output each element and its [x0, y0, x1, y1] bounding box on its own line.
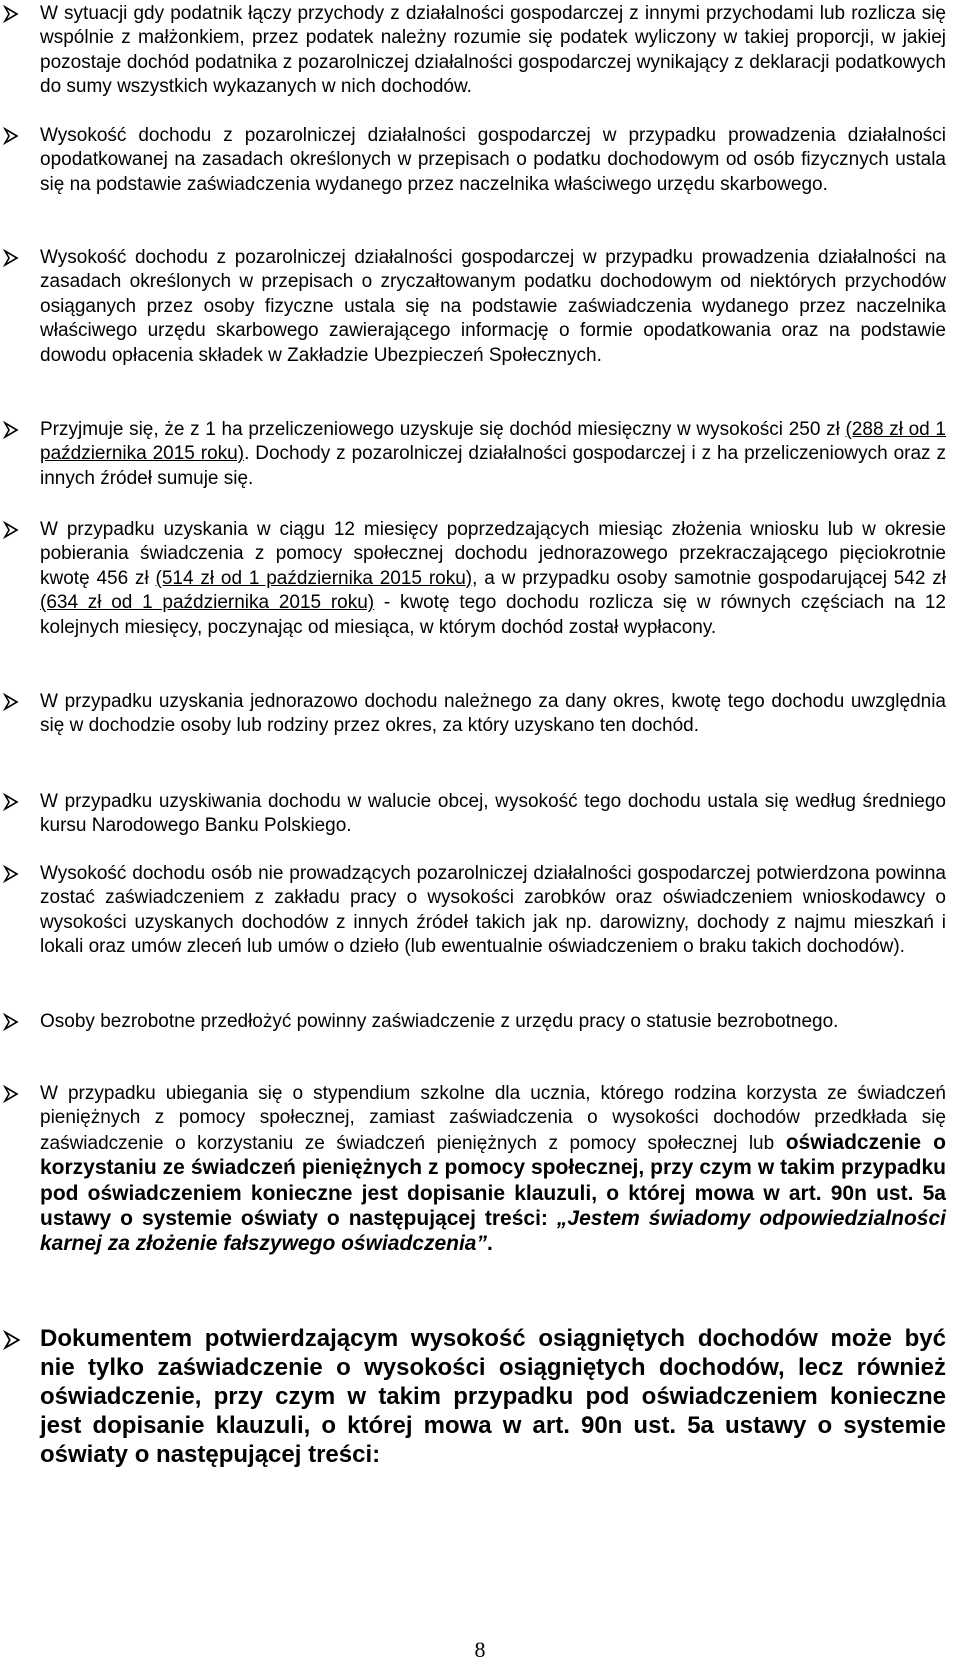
paragraph-business-income: Wysokość dochodu z pozarolniczej działalności gospodarczej w przypadku prowadzenia działalności opodatkowanej na zasadach określonych w przepisach o podatku dochodowym od osób fizycznych ustala się na podstawie zaświadczenia wydanego przez naczelnika właściwego urzędu skarbowego. — [40, 125, 946, 195]
paragraph-employee-income: Wysokość dochodu osób nie prowadzących pozarolniczej działalności gospodarczej potwierdzona powinna zostać zaświadczeniem z zakładu pracy o wysokości zarobków oraz oświadczeniem wnioskodawcy o wysokości uzyskanych dochodów z innych źródeł takich jak np. darowizny, dochody z najmu mieszkań i lokali oraz umów zleceń lub umów o dzieło (lub ewentualnie oświadczeniem o braku takich dochodów). — [40, 863, 946, 958]
paragraph-foreign-currency: W przypadku uzyskiwania dochodu w walucie obcej, wysokość tego dochodu ustala się według średniego kursu Narodowego Banku Polskiego. — [40, 791, 946, 837]
arrow-bullet-icon — [2, 5, 22, 25]
paragraph-scholarship — [40, 1082, 946, 1258]
text-run: . Dochody z pozarolniczej działalności gospodarczej i z ha przeliczeniowych oraz z innych źródeł sumuje się. — [40, 443, 946, 489]
text-run: W przypadku ubiegania się o stypendium szkolne dla ucznia, którego rodzina korzysta ze świadczeń pieniężnych z pomocy społecznej, zamiast zaświadczenia o wysokości dochodów przedkłada się zaświadczenie o korzystaniu ze świadczeń pieniężnych z pomocy społecznej lub — [40, 1083, 946, 1154]
text-run: W przypadku uzyskania w ciągu 12 miesięcy poprzedzających miesiąc złożenia wniosku lub w okresie pobierania świadczenia z pomocy społecznej dochodu jednorazowego przekraczającego pięciokrotnie kwotę 456 zł — [40, 519, 946, 589]
underlined-amount: (634 zł od 1 października 2015 roku) — [40, 592, 375, 614]
arrow-bullet-icon — [2, 1013, 22, 1033]
paragraph-one-time-income — [40, 518, 946, 640]
bold-italic-clause: „Jestem świadomy odpowiedzialności karnej za złożenie fałszywego oświadczenia” — [40, 1207, 946, 1256]
paragraph-period-income: W przypadku uzyskania jednorazowo dochodu należnego za dany okres, kwotę tego dochodu uwzględnia się w dochodzie osoby lub rodziny przez okres, za który uzyskano ten dochód. — [40, 691, 946, 737]
arrow-bullet-icon — [2, 1330, 22, 1350]
paragraph-income-document: Dokumentem potwierdzającym wysokość osiągniętych dochodów może być nie tylko zaświadczenie o wysokości osiągniętych dochodów, lecz również oświadczenie, przy czym w takim przypadku pod oświadczeniem konieczne jest dopisanie klauzuli, o której mowa w art. 90n ust. 5a ustawy o systemie oświaty o następującej treści: — [40, 1325, 946, 1468]
underlined-amount: (514 zł od 1 października 2015 roku) — [155, 567, 473, 589]
arrow-bullet-icon — [2, 127, 22, 147]
arrow-bullet-icon — [2, 249, 22, 269]
paragraph-hectare-income — [40, 418, 946, 491]
arrow-bullet-icon — [2, 793, 22, 813]
text-run: - kwotę tego dochodu rozlicza się w równych częściach na 12 kolejnych miesięcy, poczynając od miesiąca, w którym dochód został wypłacony. — [40, 592, 946, 638]
arrow-bullet-icon — [2, 421, 22, 441]
text-run: Przyjmuje się, że z 1 ha przeliczeniowego uzyskuje się dochód miesięczny w wysokości 250 zł — [40, 419, 846, 440]
paragraph-unemployed: Osoby bezrobotne przedłożyć powinny zaświadczenie z urzędu pracy o statusie bezrobotnego. — [40, 1011, 839, 1032]
paragraph-lump-sum-tax: Wysokość dochodu z pozarolniczej działalności gospodarczej w przypadku prowadzenia działalności na zasadach określonych w przepisach o zryczałtowanym podatku dochodowym od niektórych przychodów osiąganych przez osoby fizyczne ustala się na podstawie zaświadczenia wydanego przez naczelnika właściwego urzędu skarbowego zawierającego informację o formie opodatkowania oraz na podstawie dowodu opłacenia składek w Zakładzie Ubezpieczeń Społecznych. — [40, 247, 946, 366]
page-number: 8 — [474, 1637, 486, 1662]
arrow-bullet-icon — [2, 1085, 22, 1105]
paragraph-intro: W sytuacji gdy podatnik łączy przychody z działalności gospodarczej z innymi przychodami lub rozlicza się wspólnie z małżonkiem, przez podatek należny rozumie się podatek wyliczony w takiej proporcji, w jakiej pozostaje dochód podatnika z pozarolniczej działalności gospodarczej wynikający z deklaracji podatkowych do sumy wszystkich wykazanych w nich dochodów. — [40, 3, 946, 98]
arrow-bullet-icon — [2, 693, 22, 713]
bold-text-run: . — [487, 1232, 493, 1256]
arrow-bullet-icon — [2, 865, 22, 885]
underlined-amount: (288 zł od 1 października 2015 roku) — [40, 419, 946, 465]
bold-text-run: oświadczenie o korzystaniu ze świadczeń pieniężnych z pomocy społecznej, przy czym w takim przypadku pod oświadczeniem konieczne jest dopisanie klauzuli, o której mowa w art. 90n ust. 5a ustawy o systemie oświaty o następującej treści: — [40, 1130, 947, 1231]
arrow-bullet-icon — [2, 521, 22, 541]
text-run: , a w przypadku osoby samotnie gospodarującej 542 zł — [472, 567, 946, 589]
